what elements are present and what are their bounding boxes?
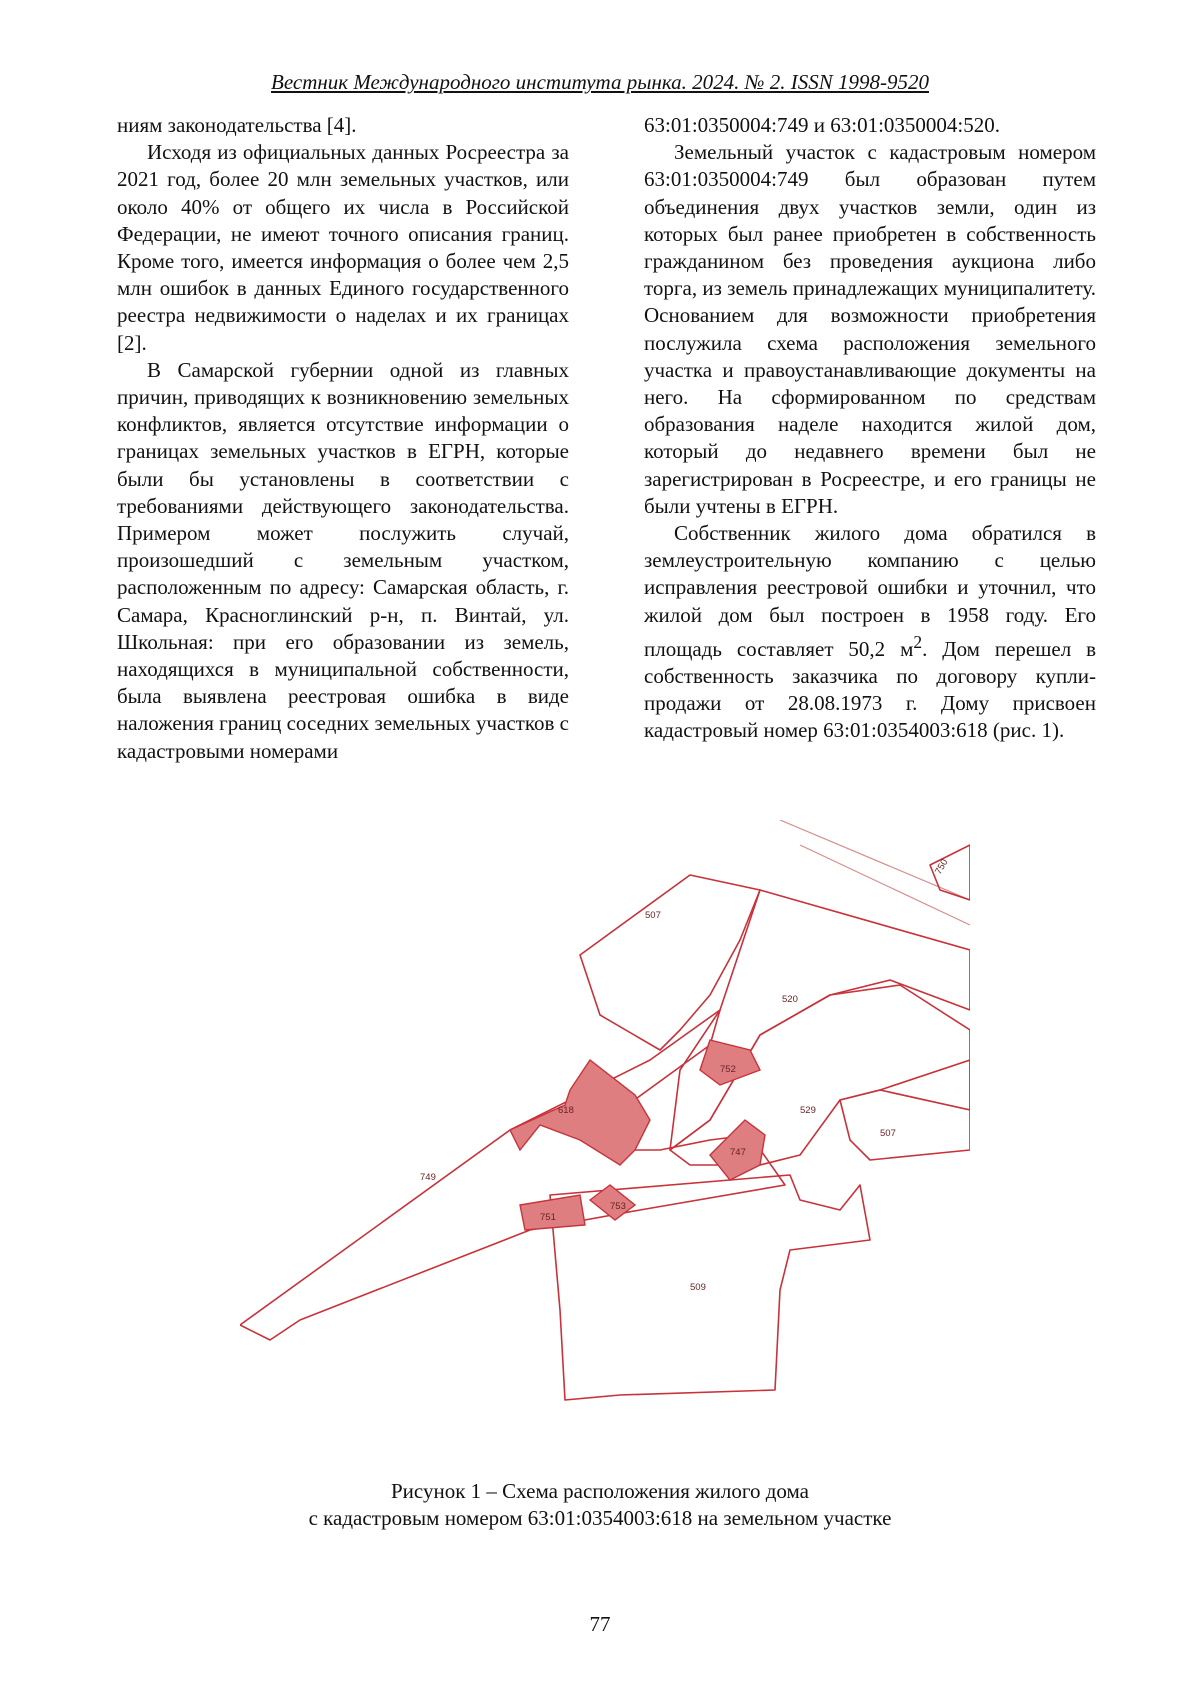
paragraph: 63:01:0350004:749 и 63:01:0350004:520. (644, 113, 1000, 137)
building-752 (700, 1040, 760, 1085)
plot-label-750: 750 (933, 857, 951, 877)
plot-label-747: 747 (730, 1147, 746, 1158)
plot-label-749: 749 (420, 1172, 436, 1183)
paragraph: В Самарской губернии одной из главных причин, приводящих к возникновению земельных конфликтов, является отсутствие информации о границах земельных участков в ЕГРН, которые были бы установлены в соответствии с требованиями действующего законодательства. Примером может послужить случай, произошедший с земельным участком, расположенным по адресу: Самарская область, г. Самара, Красноглинский р-н, п. Винтай, ул. Школьная: при его образовании из земель, находящихся в муниципальной собственности, была выявлена реестровая ошибка в виде наложения границ соседних земельных участков с кадастровыми номерами (117, 357, 569, 763)
paragraph: Исходя из официальных данных Росреестра за 2021 год, более 20 млн земельных участков, или около 40% от общего их числа в Российской Федерации, не имеют точного описания границ. Кроме того, имеется информация о более чем 2,5 млн ошибок в данных Единого государственного реестра недвижимости о наделах и их границах [2]. (117, 140, 569, 355)
plot-label-507: 507 (645, 910, 661, 921)
caption-line: с кадастровым номером 63:01:0354003:618 на земельном участке (308, 1506, 892, 1530)
plot-507-right-outline (840, 1060, 970, 1160)
cadastral-map (240, 820, 970, 1440)
plot-label-752: 752 (720, 1064, 736, 1075)
paragraph-text: Собственник жилого дома обратился в землеустроительную компанию с целью исправления реестровой ошибки и уточнил, что жилой дом был построен в 1958 году. Его площадь составляет 50,2 м (644, 521, 1096, 661)
plot-label-751: 751 (540, 1212, 556, 1223)
right-column (644, 112, 1096, 745)
building-618 (510, 1060, 650, 1165)
caption-line: Рисунок 1 – Схема расположения жилого дома (391, 1479, 809, 1503)
paragraph (644, 520, 1096, 745)
plot-509-outline (550, 1175, 870, 1400)
running-header (0, 70, 1200, 95)
superscript: 2 (913, 631, 923, 652)
paragraph-text: . Дом перешел в собственность заказчика по договору купли-продажи от 28.08.1973 г. Дому присвоен кадастровый номер 63:01:0354003:618 (рис. 1). (644, 636, 1096, 743)
plot-label-753: 753 (610, 1201, 626, 1212)
page-number: 77 (589, 1612, 611, 1636)
paragraph: ниям законодательства [4]. (117, 113, 357, 137)
plot-507-outline (580, 875, 760, 1050)
plot-label-529: 529 (800, 1105, 816, 1116)
figure-cadastral-scheme (240, 820, 970, 1440)
paragraph: Земельный участок с кадастровым номером 63:01:0350004:749 был образован путем объединения двух участков земли, один из которых был ранее приобретен в собственность гражданином без проведения аукциона либо торга, из земель принадлежащих муниципалитету. Основанием для возможности приобретения послужила схема расположения земельного участка и правоустанавливающие документы на него. На сформированном по средствам образования наделе находится жилой дом, который до недавнего времени был не зарегистрирован в Росреестре, и его границы не были учтены в ЕГРН. (644, 140, 1096, 518)
left-column (117, 112, 569, 765)
figure-caption (0, 1478, 1200, 1532)
journal-header: Вестник Международного института рынка. 2024. № 2. ISSN 1998-9520 (271, 70, 929, 94)
plot-label-509: 509 (690, 1282, 706, 1293)
plot-label-520: 520 (782, 994, 798, 1005)
plot-label-507-right: 507 (880, 1128, 896, 1139)
plot-label-618: 618 (558, 1105, 574, 1116)
